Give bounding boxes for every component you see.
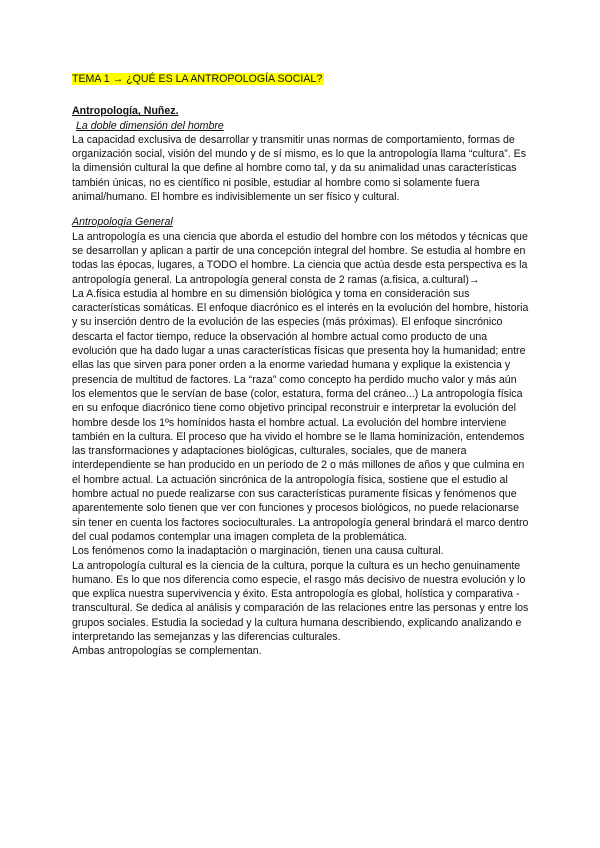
subheading-doble-dimension: La doble dimensión del hombre	[76, 119, 224, 132]
paragraph-doble-dimension: La capacidad exclusiva de desarrollar y transmitir unas normas de comportamiento, formas de organización social, visión del mundo y de sí mismo, es lo que la antropología llama “cultura”. Es la dimensión cultural la que define al hombre como tal, y da su animalidad unas características también únicas, no es científico ni posible, estudiar al hombre como si solamente fuera animal/humano. El hombre es indivisiblemente un ser físico y cultural.	[72, 133, 526, 204]
paragraph-fenomenos: Los fenómenos como la inadaptación o marginación, tienen una causa cultural.	[72, 545, 444, 558]
section-heading: Antropología, Nuñez.	[72, 105, 179, 118]
title-line	[72, 72, 532, 86]
paragraph-conclusion: Ambas antropologías se complementan.	[72, 645, 262, 658]
subheading-antropologia-general: Antropología General	[72, 216, 173, 229]
paragraph-general-intro: La antropología es una ciencia que aborda el estudio del hombre con los métodos y técnicas que se desarrollan y aplican a partir de una concepción integral del hombre. Se estudia al hombre en todas las épocas, lugares, a TODO el hombre. La ciencia que actúa desde esta perspectiva es la antropología general. La antropología general consta de 2 ramas (a.fisica, a.cultural)→	[72, 230, 528, 286]
document-title: TEMA 1 → ¿QUÉ ES LA ANTROPOLOGÍA SOCIAL?	[72, 73, 323, 85]
document-page	[72, 72, 532, 659]
paragraph-antropologia-cultural: La antropología cultural es la ciencia de la cultura, porque la cultura es un hecho genuinamente humano. Es lo que nos diferencia como especie, el rasgo más decisivo de nuestra evolución y lo que explica nuestra supervivencia y éxito. Esta antropología es global, holística y comparativa - transcultural. Se dedica al análisis y comparación de las relaciones entre las personas y entre los grupos sociales. Estudia la sociedad y la cultura humana describiendo, explicando analizando e interpretando las semejanzas y las diferencias culturales.	[72, 559, 529, 643]
spacer	[72, 204, 532, 215]
paragraph-antropologia-fisica: La A.fisica estudia al hombre en su dimensión biológica y toma en consideración sus características somáticas. El enfoque diacrónico es el interés en la evolución del hombre, historia y su inserción dentro de la evolución de las especies (más próximas). El enfoque sincrónico descarta el factor tiempo, reduce la observación al hombre actual como producto de una evolución que ha dado lugar a unas características físicas que presenta hoy la humanidad; entre ellas las que sirven para poner orden a la enorme variedad humana y explique la existencia y presencia de multitud de factores. La “raza” como concepto ha perdido mucho valor y más aún los elementos que le servían de base (color, estatura, forma del cráneo...) La antropología física en su enfoque diacrónico tiene como objetivo principal reconstruir e interpretar la evolución del hombre desde los 1ºs homínidos hasta el hombre actual. La evolución del hombre interviene también en la cultura. El proceso que ha vivido el hombre se le llama hominización, entendemos las transformaciones y adaptaciones biológicas, culturales, sociales, que de manera interdependiente se han producido en un período de 2 o más millones de años y que culmina en el hombre actual. La actuación sincrónica de la antropología física, sostiene que el estudio al hombre actual no puede realizarse con sus características puramente físicas y fenómenos que aparentemente solo tienen que ver con funciones y procesos biológicos, no puede relacionarse sin tener en cuenta los factores socioculturales. La antropología general brindará el marco dentro del cual podamos contemplar una imagen completa de la problemática.	[72, 287, 529, 543]
